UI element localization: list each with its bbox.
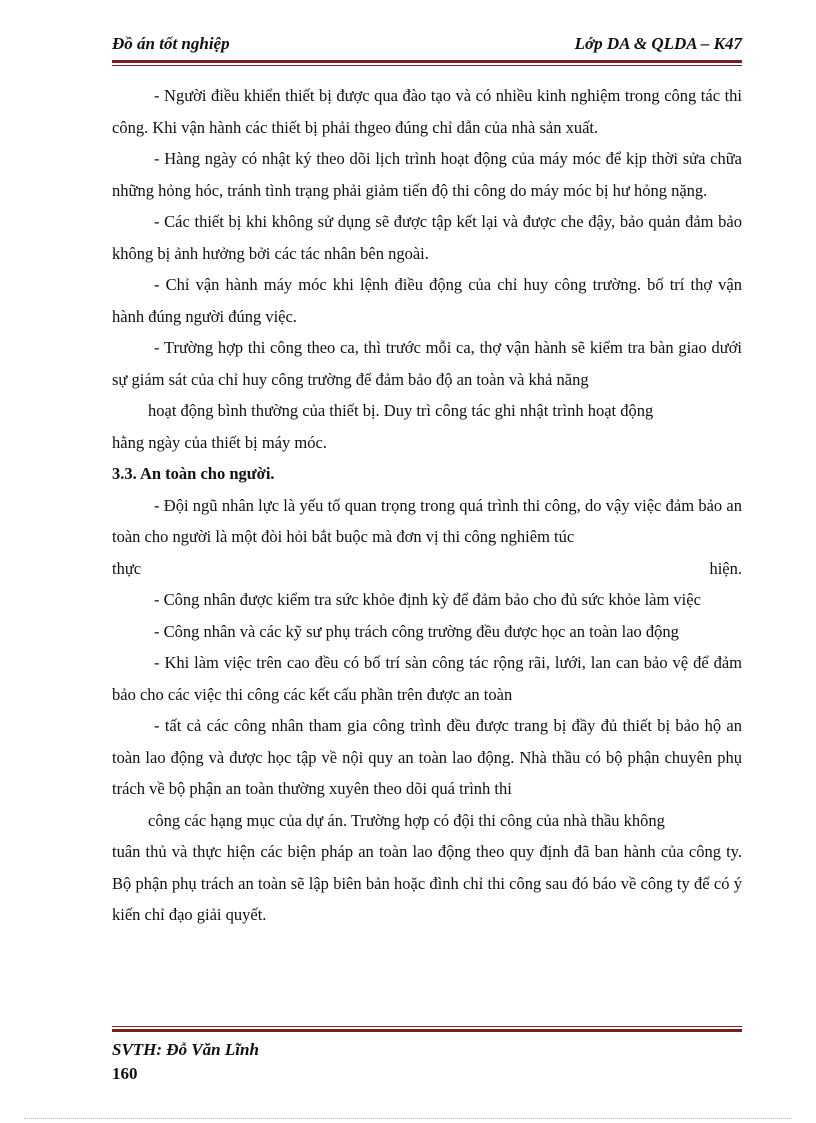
footer-author: SVTH: Đỗ Văn Lĩnh [112,1040,259,1059]
page-number: 160 [112,1064,138,1083]
paragraph-tail [112,553,742,585]
header-divider [112,60,742,66]
paragraph: công các hạng mục của dự án. Trường hợp có đội thi công của nhà thầu không [148,810,665,830]
paragraph: - Đội ngũ nhân lực là yếu tố quan trọng trong quá trình thi công, do vậy việc đảm bảo an toàn cho người là một đòi hỏi bắt buộc mà đơn vị thi công nghiêm túc [112,495,742,546]
paragraph: tuân thủ và thực hiện các biện pháp an toàn lao động theo quy định đã ban hành của công ty. Bộ phận phụ trách an toàn sẽ lập biên bản hoặc đình chỉ thi công sau đó báo về công ty để có ý kiến chỉ đạo giải quyết. [112,842,742,924]
word: thực [112,558,142,578]
paragraph: - Hàng ngày có nhật ký theo dõi lịch trình hoạt động của máy móc để kịp thời sửa chữa những hỏng hóc, tránh tình trạng phải giảm tiến độ thi công do máy móc bị hư hỏng nặng. [112,149,742,200]
document-body [112,80,742,931]
header-title: Đồ án tốt nghiệp [112,34,230,53]
paragraph: - Công nhân và các kỹ sư phụ trách công trường đều được học an toàn lao động [154,621,679,641]
paragraph: - Chỉ vận hành máy móc khi lệnh điều động của chỉ huy công trường. bố trí thợ vận hành đúng người đúng việc. [112,275,742,326]
paragraph: - tất cả các công nhân tham gia công trình đều được trang bị đầy đủ thiết bị bảo hộ an toàn lao động và được học tập về nội quy an toàn lao động. Nhà thầu có bộ phận chuyên phụ trách về bộ phận an toàn thường xuyên theo dõi quá trình thi [112,716,742,798]
footer-divider [112,1026,742,1032]
page-header [112,34,742,60]
paragraph: - Các thiết bị khi không sử dụng sẽ được tập kết lại và được che đậy, bảo quản đảm bảo không bị ảnh hưởng bởi các tác nhân bên ngoài. [112,212,742,263]
paragraph: - Người điều khiển thiết bị được qua đào tạo và có nhiều kinh nghiệm trong công tác thi công. Khi vận hành các thiết bị phải thgeo đúng chỉ dẫn của nhà sản xuất. [112,86,742,137]
word: hiện. [709,558,742,578]
paragraph: hằng ngày của thiết bị máy móc. [112,432,327,452]
paragraph: - Công nhân được kiểm tra sức khỏe định kỳ để đảm bảo cho đủ sức khỏe làm việc [154,590,701,609]
paragraph: hoạt động bình thường của thiết bị. Duy trì công tác ghi nhật trình hoạt động [148,401,654,420]
page-edge [24,1118,792,1119]
paragraph: - Trường hợp thi công theo ca, thì trước mỗi ca, thợ vận hành sẽ kiểm tra bàn giao dưới sự giám sát của chỉ huy công trường để đảm bảo độ an toàn và khả năng [112,338,742,389]
paragraph: - Khi làm việc trên cao đều có bố trí sàn công tác rộng rãi, lưới, lan can bảo vệ để đảm bảo cho các việc thi công các kết cấu phần trên được an toàn [112,653,742,704]
section-heading: 3.3. An toàn cho người. [112,464,275,483]
header-class: Lớp DA & QLDA – K47 [574,34,742,53]
